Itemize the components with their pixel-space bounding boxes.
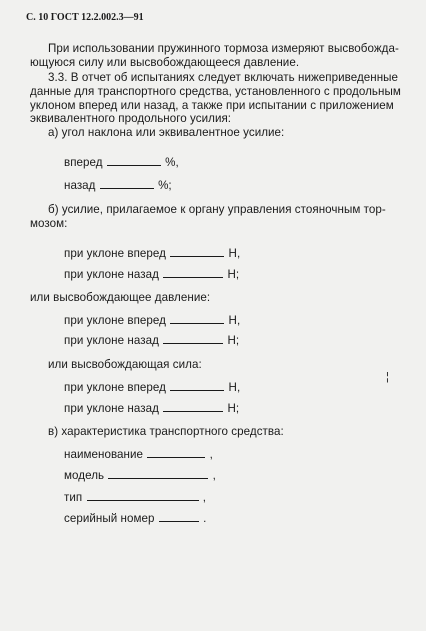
item-a-forward-row [64, 155, 179, 170]
item-a-back-label: назад [64, 179, 96, 192]
pressure-forward-unit: Н, [228, 314, 241, 327]
item-b-forward-row [64, 246, 240, 261]
item-b-back-label: при уклоне назад [64, 268, 159, 281]
force-forward-row [64, 380, 240, 395]
paragraph-1-line-1: При использовании пружинного тормоза измеряют высвобожда- [48, 42, 399, 55]
item-b-line-1: б) усилие, прилагаемое к органу управления стояночным тор- [48, 203, 386, 216]
item-a-forward-label: вперед [64, 156, 103, 169]
margin-mark: ¦ [386, 371, 389, 383]
paragraph-1-line-2: ющуюся силу или высвобождающееся давление. [30, 56, 300, 69]
force-forward-unit: Н, [228, 381, 241, 394]
force-forward-blank [170, 380, 224, 391]
item-b-back-unit: Н; [227, 268, 240, 281]
item-b-forward-blank [170, 246, 224, 257]
item-c-serial-label: серийный номер [64, 512, 155, 525]
item-c-name-label: наименование [64, 448, 143, 461]
item-a-label: а) угол наклона или эквивалентное усилие: [48, 126, 285, 139]
pressure-forward-label: при уклоне вперед [64, 314, 166, 327]
item-c-type-row [64, 490, 206, 505]
item-c-serial-row [64, 511, 206, 526]
item-c-model-unit: , [212, 469, 216, 482]
item-c-model-blank [108, 468, 208, 479]
running-head: С. 10 ГОСТ 12.2.002.3—91 [26, 12, 144, 23]
item-c-serial-unit: . [203, 512, 207, 525]
paragraph-2-line-1: 3.3. В отчет об испытаниях следует включать нижеприведенные [48, 71, 399, 84]
force-back-blank [163, 401, 223, 412]
item-b-line-2: мозом: [30, 217, 68, 230]
item-c-model-label: модель [64, 469, 105, 482]
item-c-name-blank [147, 447, 205, 458]
item-a-back-unit: %; [158, 179, 172, 192]
pressure-back-blank [163, 333, 223, 344]
or-force-label: или высвобождающая сила: [48, 358, 202, 371]
item-c-model-row [64, 468, 216, 483]
pressure-back-unit: Н; [227, 334, 240, 347]
item-a-back-blank [100, 178, 154, 189]
item-c-serial-blank [159, 511, 199, 522]
force-back-unit: Н; [227, 402, 240, 415]
pressure-forward-row [64, 313, 240, 328]
pressure-forward-blank [170, 313, 224, 324]
item-b-forward-label: при уклоне вперед [64, 247, 166, 260]
paragraph-2-line-3: уклоном вперед или назад, а также при испытании с приложением [30, 99, 394, 112]
item-c-type-label: тип [64, 491, 83, 504]
pressure-back-label: при уклоне назад [64, 334, 159, 347]
item-b-back-blank [163, 267, 223, 278]
item-c-type-unit: , [202, 491, 207, 504]
item-b-back-row [64, 267, 239, 282]
force-back-label: при уклоне назад [64, 402, 159, 415]
pressure-back-row [64, 333, 239, 348]
paragraph-2-line-4: эквивалентного продольного усилия: [30, 112, 232, 125]
item-a-forward-unit: %, [165, 156, 179, 169]
item-a-back-row [64, 178, 172, 193]
item-c-label: в) характеристика транспортного средства: [48, 425, 284, 438]
item-c-name-unit: , [209, 448, 213, 461]
item-b-forward-unit: Н, [228, 247, 241, 260]
force-back-row [64, 401, 239, 416]
item-c-type-blank [87, 490, 199, 501]
item-a-forward-blank [107, 155, 161, 166]
paragraph-2-line-2: данные для транспортного средства, установленного с продольным [30, 85, 401, 98]
item-c-name-row [64, 447, 213, 462]
force-forward-label: при уклоне вперед [64, 381, 166, 394]
or-pressure-label: или высвобождающее давление: [30, 291, 211, 304]
